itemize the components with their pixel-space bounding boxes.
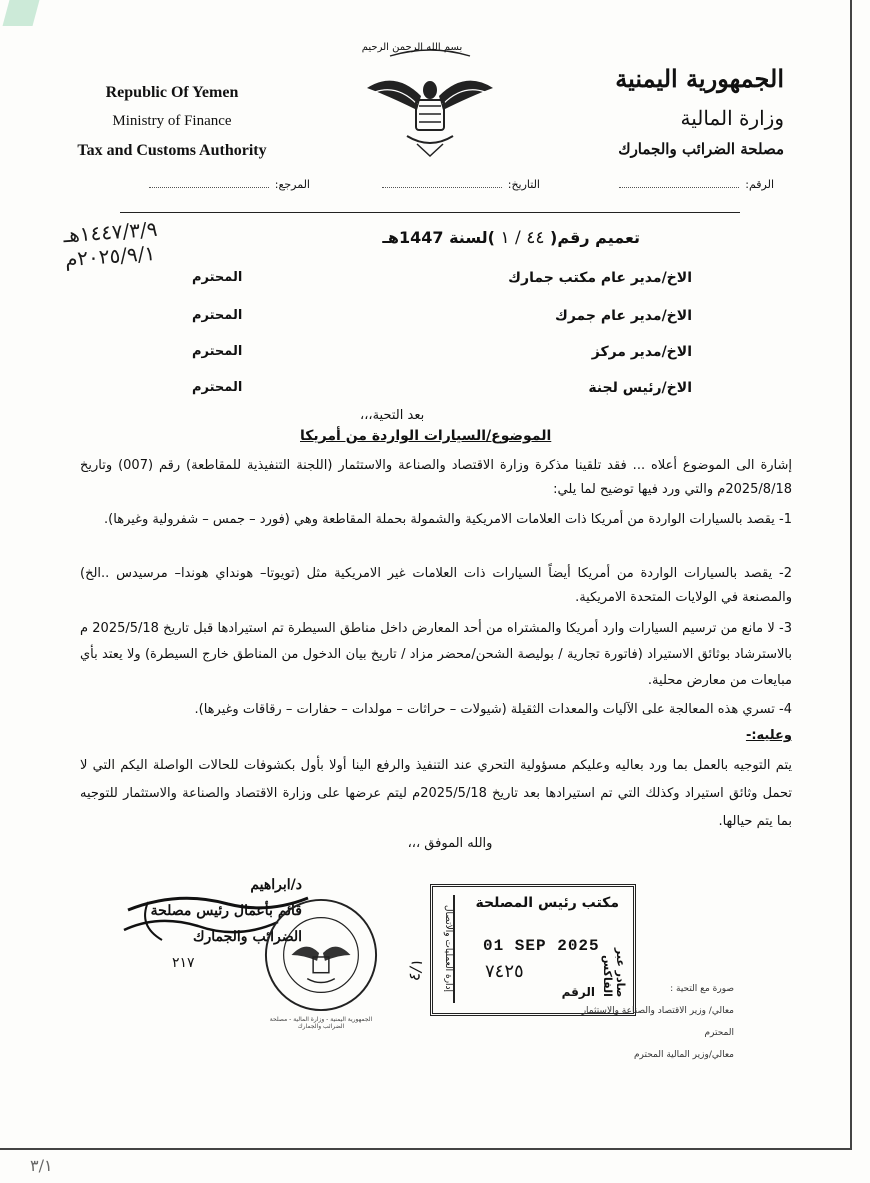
recipient-3: الاخ/مدير مركز <box>591 344 692 360</box>
stamp-date: 01 SEP 2025 <box>483 937 600 955</box>
en-ministry: Ministry of Finance <box>112 113 232 129</box>
therefore-heading <box>80 724 792 748</box>
subject-line: الموضوع/السيارات الواردة من أمريكا <box>300 428 552 444</box>
ar-ministry: وزارة المالية <box>680 106 784 130</box>
stamp-side-label: إدارة العمليات والاتصال <box>431 895 455 1003</box>
gregorian-date: ٢٠٢٥/٩/١م <box>64 240 156 272</box>
circular-number: ٤٤ / ١ <box>500 228 545 248</box>
meta-number: الرقم: <box>619 178 774 191</box>
signatory-title: قائم بأعمال رئيس مصلحة <box>150 903 302 919</box>
directive-paragraph: يتم التوجيه بالعمل بما ورد بعاليه وعليكم مسؤولية التحري عند التنفيذ والرفع الينا أولا بأول بكشوفات للحالات الواصلة اليكم التي لا تحمل وثائق استيراد وكذلك التي تم استيرادها بعد تاريخ 2025/5/18م ليتم عرضها على وزارة الاقتصاد والصناعة والاستثمار للتوجيه بما يتم حيالها. <box>80 758 792 829</box>
meta-reference: المرجع: <box>149 178 310 191</box>
frame-border-right <box>850 0 852 1150</box>
signatory-name: د/ابراهيم <box>250 877 302 893</box>
eagle-emblem-icon <box>355 40 505 160</box>
english-letterhead <box>52 78 292 165</box>
stamp-ref-label: الرقم <box>561 985 595 999</box>
honorific-3: المحترم <box>192 344 243 359</box>
arabic-letterhead <box>574 58 784 162</box>
point-3: 3- لا مانع من ترسيم السيارات وارد أمريكا والمشتراه من أحد المعارض داخل مناطق السيطرة تم استيرادها قبل تاريخ 2025/5/18 م بالاسترشاد بوثائق الاستيراد (فاتورة تجارية / بوليصة الشحن/محضر مزاد / تاريخ بيان الدخول من المناطق خارج السيطرة) ولا يعتد بأي مبايعات من معارض محلية. <box>80 621 792 688</box>
hijri-date: ١٤٤٧/٣/٩هـ <box>62 216 159 248</box>
highlight-mark <box>3 0 40 26</box>
stamp-number: ٧٤٢٥ <box>485 961 524 982</box>
en-authority: Tax and Customs Authority <box>77 142 267 159</box>
header-rule <box>120 212 740 213</box>
circular-title <box>382 228 640 248</box>
copies-line-1: معالي/ وزير الاقتصاد والصناعة والاستثمار المحترم <box>581 1006 734 1038</box>
page-number: ٣/١ <box>30 1156 53 1175</box>
point-4: 4- تسري هذه المعالجة على الآليات والمعدات الثقيلة (شيولات – حراثات – مولدات – حفارات – رقاقات وغيرها). <box>194 702 792 717</box>
ar-authority: مصلحة الضرائب والجمارك <box>618 140 784 158</box>
copies-list <box>574 978 734 1066</box>
reference-label: المرجع <box>278 178 310 191</box>
frame-border-bottom <box>0 1148 852 1150</box>
recipient-4: الاخ/رئيس لجنة <box>588 380 692 396</box>
en-country: Republic Of Yemen <box>105 84 239 101</box>
closing-line: والله الموفق ،،، <box>407 836 493 851</box>
handwritten-date <box>62 217 159 271</box>
therefore-label: وعليه:- <box>745 728 792 743</box>
ar-country: الجمهورية اليمنية <box>615 64 784 93</box>
round-seal-text: الجمهورية اليمنية - وزارة المالية - مصلحة الضرائب والجمارك <box>269 1016 373 1030</box>
circular-year: )لسنة 1447هـ <box>382 228 495 247</box>
date-label: التاريخ <box>511 178 540 191</box>
copies-line-2: معالي/وزير المالية المحترم <box>633 1050 734 1060</box>
meta-date: التاريخ: <box>382 178 540 191</box>
recipient-1: الاخ/مدير عام مكتب جمارك <box>508 270 692 286</box>
honorific-2: المحترم <box>192 308 243 323</box>
intro-paragraph: إشارة الى الموضوع أعلاه ... فقد تلقينا مذكرة وزارة الاقتصاد والصناعة والاستثمار (اللجنة التنفيذية للمقاطعة) رقم (007) وتاريخ 2025/8/18م والتي ورد فيها توضيح لما يلي: <box>80 458 792 497</box>
signatory-authority: الضرائب والجمارك <box>192 929 302 945</box>
point-1: 1- يقصد بالسيارات الواردة من أمريكا ذات العلامات الامريكية والشمولة بحملة المقاطعة وهي (فورد – جمس – شفرولية وغيرها). <box>104 512 792 527</box>
stamp-title: مكتب رئيس المصلحة <box>475 895 619 911</box>
number-label: الرقم <box>748 178 774 191</box>
signature-handwritten: ٢١٧ <box>172 955 195 971</box>
circular-label: تعميم رقم( <box>550 228 640 247</box>
handwritten-fraction: ٤/١ <box>403 956 427 983</box>
copies-header: صورة مع التحية : <box>670 984 734 994</box>
honorific-4: المحترم <box>192 380 243 395</box>
round-seal-icon <box>262 896 380 1014</box>
stamp-issued-label: صادر عبر الفاكس <box>601 947 627 997</box>
basmala: بسم الله الرحمن الرحيم <box>361 42 463 53</box>
point-2: 2- يقصد بالسيارات الواردة من أمريكا أيضاً السيارات ذات العلامات غير الامريكية مثل (تويوتا– هونداي هوندا– مرسيدس ..الخ) والمصنعة في الولايات المتحدة الامريكية. <box>80 566 792 605</box>
greeting: بعد التحية،،، <box>360 408 425 423</box>
honorific-1: المحترم <box>192 270 243 285</box>
recipient-2: الاخ/مدير عام جمرك <box>555 308 692 324</box>
